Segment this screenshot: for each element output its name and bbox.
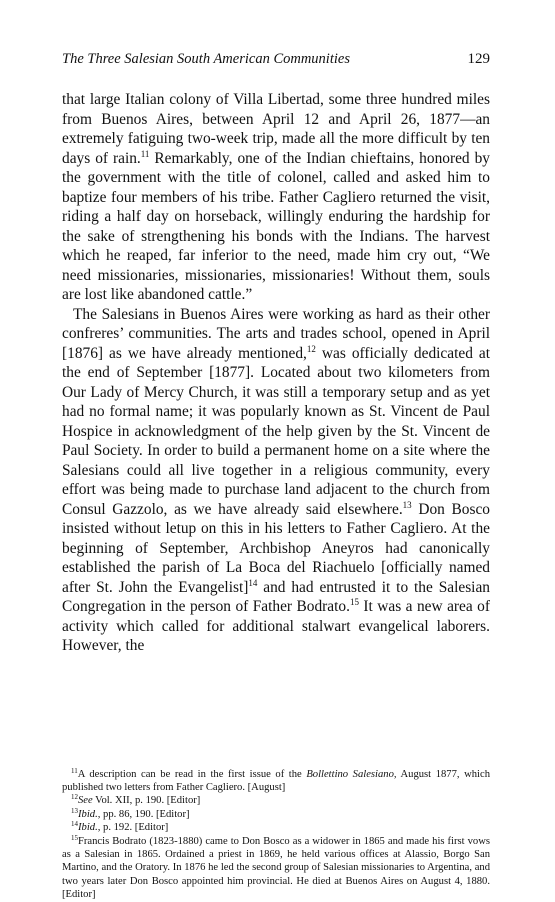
text-run: Francis Bodrato (1823-1880) came to Don Bosco as a widower in 1865 and made his first vows as a Salesian in 1865. Ordained a priest in 1869, he held various offices at Alassio, Borgo San Martino, and the Oratory. In 1876 he led the second group of Salesian missionaries to Argentina, and two years later Don Bosco appointed him provincial. He died at Buenos Aires on August 4, 1880. [Editor] — [62, 835, 490, 901]
text-run: Remarkably, one of the Indian chieftains, honored by the government with the title of colonel, called and asked him to baptize four members of his tribe. Father Cagliero returned the visit, riding a half day on horseback, willingly enduring the hardship for the sake of strengthening his bonds with the Indians. The harvest which he reaped, far inferior to the need, made him cry out, “We need missionaries, missionaries, missionaries! Without them, souls are lost like abandoned cattle.” — [62, 149, 490, 303]
text-run: Vol. XII, p. 190. [Editor] — [92, 795, 201, 807]
text-run: August 1877, which published two letters from Father Cagliero. [August] — [62, 768, 490, 793]
footnote — [62, 808, 490, 821]
footnote-marker: 15 — [71, 833, 78, 842]
text-run: was officially dedicated at the end of September [1877]. Located about two kilometers from Our Lady of Mercy Church, it was still a temporary setup and as yet had no formal name; it was popularly known as St. Vincent de Paul Hospice in acknowledgment of the help given by the St. Vincent de Paul Society. In order to build a permanent home on a site where the Salesians could all live together in a religious community, every effort was being made to purchase land adjacent to the church from Consul Gazzolo, as we have already said elsewhere. — [62, 344, 490, 518]
footnote — [62, 835, 490, 902]
text-run: p. 192. [Editor] — [100, 822, 169, 834]
footnote-marker: 14 — [71, 820, 78, 829]
footnote-marker: 11 — [140, 148, 150, 159]
text-run: pp. 86, 190. [Editor] — [100, 808, 190, 820]
text-run: A description can be read in the first issue of the — [77, 768, 307, 780]
footnote — [62, 794, 490, 807]
text-run: It was a new area of activity which called for additional stalwart evangelical laborers. However, the — [62, 598, 490, 654]
page-number: 129 — [467, 51, 490, 67]
text-run: The Salesians in Buenos Aires were working as hard as their other confreres’ communities. The arts and trades school, opened in April [1876] as we have already mentioned, — [62, 305, 490, 362]
footnote-marker: 11 — [71, 766, 78, 775]
footnotes — [62, 768, 490, 902]
running-header — [62, 50, 490, 68]
text-run: Don Bosco insisted without letup on this in his letters to Father Cagliero. At the beginning of September, Archbishop Aneyros had canonically established the parish of La Boca del Riachuelo [officially named after St. John the Evangelist] — [62, 500, 490, 596]
italic-text: Bollettino Salesiano, — [306, 768, 397, 780]
footnote-marker: 14 — [248, 577, 258, 588]
body-text — [62, 90, 490, 656]
body-paragraph — [62, 305, 490, 656]
text-run: that large Italian colony of Villa Libertad, some three hundred miles from Buenos Aires, between April 12 and April 26, 1877—an extremely fatiguing two-week trip, made all the more difficult by ten days of rain. — [62, 91, 490, 167]
book-page — [62, 50, 490, 902]
footnote — [62, 768, 490, 795]
footnote-marker: 12 — [71, 793, 78, 802]
italic-text: Ibid., — [78, 822, 101, 834]
running-title: The Three Salesian South American Communities — [62, 51, 350, 67]
footnote — [62, 821, 490, 834]
text-run: and had entrusted it to the Salesian Congregation in the person of Father Bodrato. — [62, 578, 490, 615]
footnote-marker: 13 — [71, 806, 78, 815]
body-paragraph — [62, 90, 490, 305]
footnote-marker: 15 — [349, 597, 359, 607]
footnote-marker: 13 — [402, 499, 412, 510]
italic-text: Ibid., — [78, 808, 101, 820]
italic-text: See — [78, 795, 93, 807]
footnote-marker: 12 — [306, 343, 316, 354]
